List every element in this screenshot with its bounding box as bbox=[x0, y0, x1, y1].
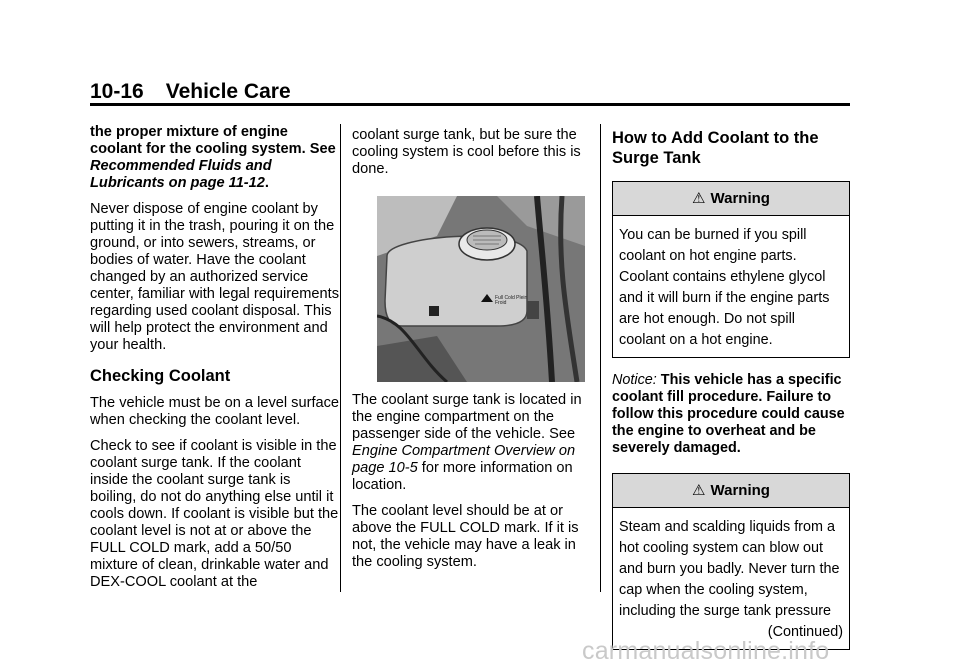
location-end: for more information on location. bbox=[352, 460, 573, 493]
column-divider-2 bbox=[600, 124, 601, 592]
mixture-paragraph bbox=[90, 124, 340, 192]
notice-label: Notice: bbox=[612, 372, 657, 388]
header-rule bbox=[90, 103, 850, 106]
level-surface-paragraph: The vehicle must be on a level surface when checking the coolant level. bbox=[90, 395, 340, 428]
coolant-level-paragraph: The coolant level should be at or above the FULL COLD mark. If it is not, the vehicle may have a leak in the cooling system. bbox=[352, 503, 579, 570]
column-2 bbox=[352, 127, 592, 580]
column-1 bbox=[90, 124, 340, 600]
disposal-paragraph: Never dispose of engine coolant by putting it in the trash, pouring it on the ground, or into sewers, streams, or bodies of water. Have the coolant changed by an authorized service center, familiar with legal requirements regarding used coolant disposal. This will help protect the environment and your health. bbox=[90, 201, 340, 353]
engine-compartment-link[interactable]: Engine Compartment Overview on page 10-5 bbox=[352, 443, 576, 476]
location-paragraph bbox=[352, 392, 592, 494]
mixture-text: the proper mixture of engine coolant for the cooling system. See bbox=[90, 124, 336, 157]
warning-icon: ⚠ bbox=[692, 482, 706, 499]
continued-label: (Continued) bbox=[767, 624, 843, 640]
page-header bbox=[90, 80, 291, 104]
add-coolant-heading: How to Add Coolant to the Surge Tank bbox=[612, 129, 819, 167]
warning-header bbox=[613, 182, 849, 216]
warning-icon: ⚠ bbox=[692, 190, 706, 207]
warning-title: Warning bbox=[710, 482, 770, 499]
full-cold-mark-label: Full Cold Plein Froid bbox=[495, 295, 528, 306]
check-visible-paragraph: Check to see if coolant is visible in the coolant surge tank. If the coolant inside the coolant surge tank is boiling, do not do anything else until it cools down. If coolant is visible but the coolant level is not at or above the FULL COLD mark, add a 50/50 mixture of clean, drinkable water and DEX-COOL coolant at the bbox=[90, 438, 339, 590]
notice-paragraph bbox=[612, 372, 852, 457]
fluids-reference-link[interactable]: Recommended Fluids and Lubricants on page 11-12 bbox=[90, 158, 272, 191]
warning-box-burn bbox=[612, 181, 850, 358]
warning-body bbox=[613, 508, 849, 649]
warning-box-steam bbox=[612, 473, 850, 650]
page-number: 10-16 bbox=[90, 80, 144, 103]
section-title: Vehicle Care bbox=[165, 80, 291, 103]
column-3 bbox=[612, 128, 852, 664]
warning-header bbox=[613, 474, 849, 508]
warning-title: Warning bbox=[710, 190, 770, 207]
warning-text: Steam and scalding liquids from a hot cooling system can blow out and burn you badly. Never turn the cap when the cooling system, including the surge tank pressure bbox=[619, 519, 840, 619]
notice-text: This vehicle has a specific coolant fill procedure. Failure to follow this procedure could cause the engine to overheat and be severely damaged. bbox=[612, 372, 845, 456]
coolant-surge-tank-image bbox=[377, 196, 585, 382]
column-divider-1 bbox=[340, 124, 341, 592]
warning-body: You can be burned if you spill coolant on hot engine parts. Coolant contains ethylene glycol and it will burn if the engine parts are hot enough. Do not spill coolant on a hot engine. bbox=[619, 227, 830, 348]
watermark: carmanualsonline.info bbox=[582, 637, 830, 665]
location-text: The coolant surge tank is located in the engine compartment on the passenger side of the vehicle. See bbox=[352, 392, 582, 442]
mixture-end: . bbox=[264, 175, 269, 191]
checking-coolant-heading: Checking Coolant bbox=[90, 367, 231, 385]
surge-continued-paragraph: coolant surge tank, but be sure the cooling system is cool before this is done. bbox=[352, 127, 581, 177]
